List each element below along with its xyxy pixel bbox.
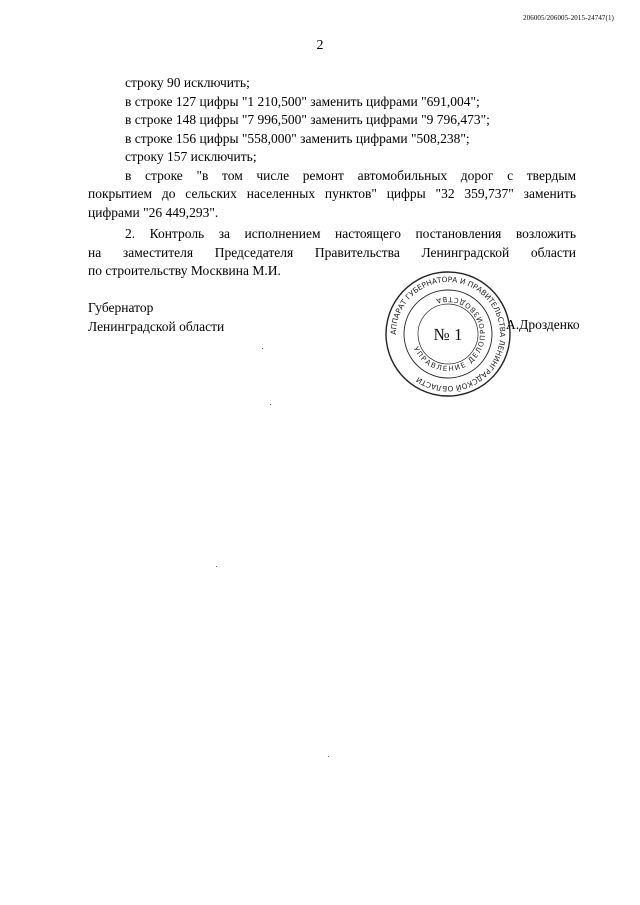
scan-speck (216, 566, 217, 567)
text-line: покрытием до сельских населенных пунктов" цифры "32 359,737" заменить (88, 186, 576, 201)
text-line: строку 157 исключить; (125, 149, 257, 164)
scan-speck (262, 348, 263, 349)
page-number: 2 (316, 38, 324, 53)
scan-speck (328, 756, 329, 757)
official-stamp (384, 270, 512, 398)
signatory-name: А.Дрозденко (506, 317, 580, 332)
text-line: в строке "в том числе ремонт автомобильных дорог с твердым (125, 167, 576, 183)
paragraph-2-line: по строительству Москвина М.И. (88, 263, 281, 278)
stamp-number: № 1 (433, 325, 463, 344)
signature-title-line: Ленинградской области (88, 318, 225, 334)
signature-title-line: Губернатор (88, 300, 154, 315)
stamp-inner-text: УПРАВЛЕНИЕ ДЕЛОПРОИЗВОДСТВА (411, 294, 488, 374)
document-id: 206005/206005-2015-24747(1) (523, 14, 614, 22)
paragraph-2-line: на заместителя Председателя Правительства Ленинградской области (88, 244, 576, 260)
text-line: в строке 156 цифры "558,000" заменить цифрами "508,238"; (125, 130, 470, 146)
text-line: в строке 148 цифры "7 996,500" заменить цифрами "9 796,473"; (125, 112, 490, 127)
document-body (88, 74, 576, 281)
text-line: в строке 127 цифры "1 210,500" заменить цифрами "691,004"; (125, 93, 480, 109)
text-line: цифрами "26 449,293". (88, 204, 219, 220)
paragraph-2-line: 2. Контроль за исполнением настоящего постановления возложить (125, 226, 576, 241)
stamp-outer-text: АППАРАТ ГУБЕРНАТОРА И ПРАВИТЕЛЬСТВА ЛЕНИНГРАДСКОЙ ОБЛАСТИ (388, 274, 508, 394)
signature-title (88, 299, 224, 336)
text-line: строку 90 исключить; (125, 75, 250, 90)
scan-speck (270, 404, 271, 405)
